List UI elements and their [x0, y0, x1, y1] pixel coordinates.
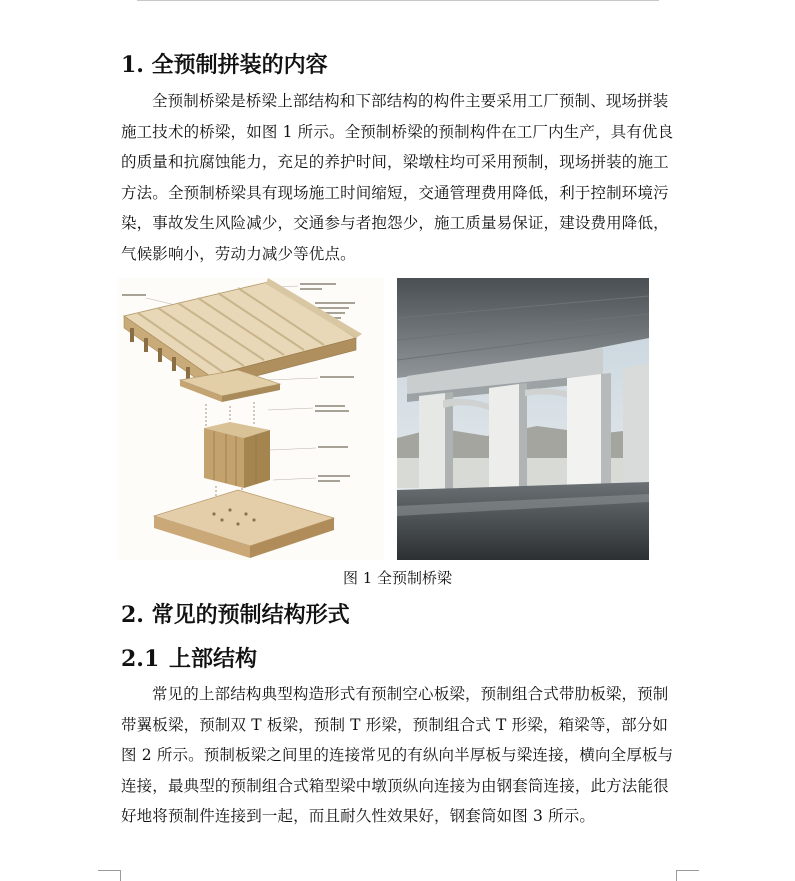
- section-2-heading: 2. 常见的预制结构形式: [121, 602, 350, 628]
- prefab-components-diagram: [118, 278, 384, 560]
- section-1-paragraph: [121, 86, 677, 269]
- section-2-1-paragraph: [121, 679, 677, 832]
- bridge-pier-photo: [397, 278, 649, 560]
- paragraph-line: 带翼板梁，预制双 T 板梁，预制 T 形梁，预制组合式 T 形梁，箱梁等，部分如: [121, 715, 669, 734]
- paragraph-line: 染，事故发生风险减少，交通参与者抱怨少，施工质量易保证，建设费用降低，: [121, 214, 669, 232]
- crop-mark-bottom-left: [98, 870, 121, 881]
- paragraph-line: 连接，最典型的预制组合式箱型梁中墩顶纵向连接为由钢套筒连接，此方法能很: [121, 776, 669, 795]
- section-1-heading: 1. 全预制拼装的内容: [121, 52, 328, 78]
- paragraph-line: 全预制桥梁是桥梁上部结构和下部结构的构件主要采用工厂预制、现场拼装: [152, 92, 669, 110]
- paragraph-line: 气候影响小，劳动力减少等优点。: [121, 244, 356, 263]
- figure-1-caption: 图 1 全预制桥梁: [342, 569, 453, 587]
- crop-mark-bottom-right: [676, 870, 699, 881]
- paragraph-line: 方法。全预制桥梁具有现场施工时间缩短，交通管理费用降低，利于控制环境污: [121, 183, 669, 202]
- paragraph-line: 施工技术的桥梁，如图 1 所示。全预制桥梁的预制构件在工厂内生产，具有优良: [121, 122, 674, 141]
- paragraph-line: 好地将预制件连接到一起，而且耐久性效果好，钢套筒如图 3 所示。: [121, 807, 596, 825]
- paragraph-line: 的质量和抗腐蚀能力，充足的养护时间，梁墩柱均可采用预制，现场拼装的施工: [121, 153, 669, 171]
- section-2-1-title: 上部结构: [169, 646, 258, 672]
- paragraph-line: 图 2 所示。预制板梁之间里的连接常见的有纵向半厚板与梁连接，横向全厚板与: [121, 746, 674, 764]
- page-top-border: [137, 0, 659, 1]
- paragraph-line: 常见的上部结构典型构造形式有预制空心板梁，预制组合式带肋板梁，预制: [152, 685, 669, 703]
- section-2-1-number: 2.1: [121, 646, 160, 672]
- section-2-1-heading: [121, 644, 257, 674]
